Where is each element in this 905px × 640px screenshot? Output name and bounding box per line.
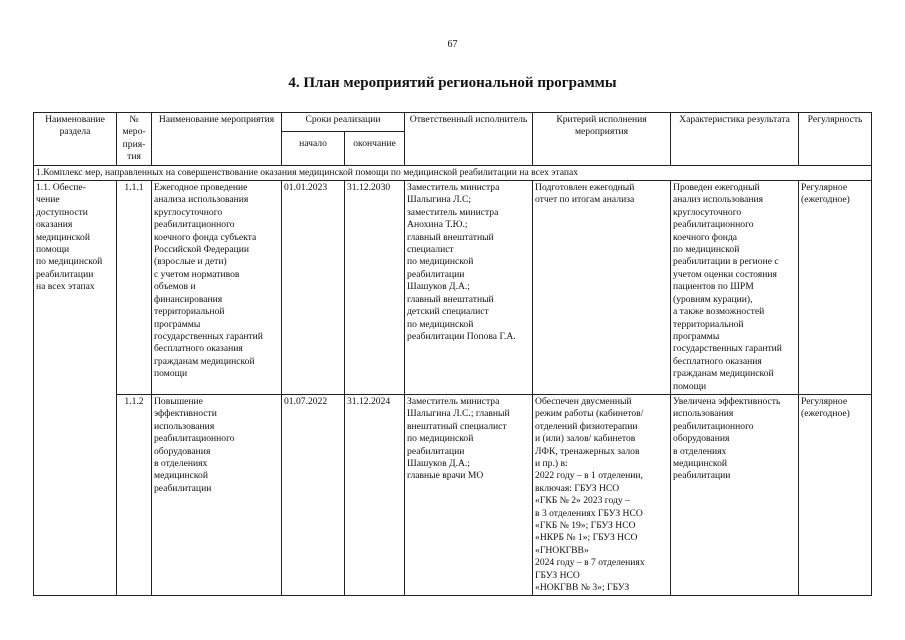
text-line: оказания	[36, 219, 73, 231]
text-line: оборудования	[154, 445, 211, 457]
text-line: внештатный специалист	[407, 420, 507, 432]
text-line: и пр.) в:	[535, 457, 568, 469]
text-line: анализ использования	[673, 194, 764, 206]
text-line: 1.1. Обеспе-	[36, 182, 86, 194]
cell-result	[671, 394, 799, 596]
cell-criterion	[533, 181, 671, 395]
text-line: «НКРБ № 1»; ГБУЗ НСО	[535, 532, 638, 544]
header-regularity: Регулярность	[799, 113, 872, 166]
text-line: Повышение	[154, 395, 203, 407]
cell-number: 1.1.2	[117, 394, 152, 596]
cell-section	[34, 181, 117, 596]
text-line: Регулярное	[801, 182, 848, 194]
text-line: программы	[673, 330, 720, 342]
text-line: Заместитель министра	[407, 182, 500, 194]
text-line: реабилитации	[673, 470, 731, 482]
cell-number: 1.1.1	[117, 181, 152, 395]
text-line: Шашуков Д.А.;	[407, 457, 470, 469]
text-line: круглосуточного	[673, 206, 742, 218]
text-line: а также возможностей	[673, 306, 765, 318]
text-line: реабилитации	[407, 268, 465, 280]
section-heading-row	[34, 165, 872, 180]
cell-end: 31.12.2030	[345, 181, 405, 395]
text-line: использования	[673, 408, 734, 420]
text-line: по медицинской	[36, 256, 103, 268]
text-line: 2022 году – в 1 отделении,	[535, 470, 643, 482]
text-line: Шалыгина Л.С.; главный	[407, 408, 510, 420]
header-section-name: Наименование раздела	[34, 113, 117, 166]
text-line: режим работы (кабинетов/	[535, 408, 644, 420]
text-line: ЛФК, тренажерных залов	[535, 445, 640, 457]
text-line: медицинской	[673, 457, 727, 469]
cell-end: 31.12.2024	[345, 394, 405, 596]
text-line: (ежегодное)	[801, 408, 850, 420]
text-line: коечного фонда субъекта	[154, 231, 257, 243]
text-line: объемов и	[154, 281, 196, 293]
text-line: анализа использования	[154, 194, 249, 206]
cell-regularity	[799, 181, 872, 395]
table-header-row	[34, 113, 872, 132]
text-line: доступности	[36, 206, 88, 218]
text-line: тия	[127, 151, 141, 163]
text-line: оборудования	[673, 433, 730, 445]
text-line: по медицинской	[407, 318, 474, 330]
text-line: реабилитации Попова Г.А.	[407, 330, 516, 342]
document-title: 4. План мероприятий региональной программы	[288, 75, 617, 91]
cell-measure-name	[152, 394, 282, 596]
text-line: включая: ГБУЗ НСО	[535, 482, 620, 494]
text-line: Проведен ежегодный	[673, 182, 760, 194]
header-result: Характеристика результата	[671, 113, 799, 166]
text-line: «ГНОКГВВ»	[535, 544, 589, 556]
text-line: № меро-	[122, 114, 146, 138]
cell-start: 01.07.2022	[282, 394, 345, 596]
text-line: отделений физиотерапии	[535, 420, 638, 432]
text-line: по медицинской	[673, 244, 740, 256]
text-line: территориальной	[673, 318, 744, 330]
text-line: детский специалист	[407, 306, 489, 318]
text-line: Ежегодное проведение	[154, 182, 248, 194]
text-line: Подготовлен ежегодный	[535, 182, 635, 194]
text-line: реабилитации	[154, 482, 212, 494]
text-line: главные врачи МО	[407, 470, 484, 482]
text-line: «ГКБ № 2» 2023 году –	[535, 495, 630, 507]
text-line: использования	[154, 420, 215, 432]
text-line: (уровням курации),	[673, 293, 753, 305]
table-row	[34, 394, 872, 596]
text-line: Анохина Т.Ю.;	[407, 219, 468, 231]
text-line: 2024 году – в 7 отделениях	[535, 557, 645, 569]
text-line: «ГКБ № 19»; ГБУЗ НСО	[535, 520, 636, 531]
text-line: государственных гарантий	[673, 343, 782, 355]
header-start: начало	[282, 131, 345, 165]
text-line: медицинской	[36, 231, 90, 243]
text-line: по медицинской	[407, 433, 474, 445]
cell-start: 01.01.2023	[282, 181, 345, 395]
text-line: «НОКГВВ № 3»; ГБУЗ	[535, 582, 630, 594]
text-line: финансирования	[154, 293, 223, 305]
text-line: отчет по итогам анализа	[535, 194, 635, 206]
text-line: помощи	[154, 368, 188, 380]
header-end: окончание	[345, 131, 405, 165]
header-measure-name: Наименование мероприятия	[152, 113, 282, 166]
cell-result	[671, 181, 799, 395]
text-line: Увеличена эффективность	[673, 395, 781, 407]
text-line: (ежегодное)	[801, 194, 850, 206]
text-line: в отделениях	[673, 445, 727, 457]
text-line: чение	[36, 194, 60, 206]
cell-measure-name	[152, 181, 282, 395]
text-line: заместитель министра	[407, 206, 499, 218]
text-line: Заместитель министра	[407, 395, 500, 407]
plan-table	[33, 112, 872, 596]
text-line: гражданам медицинской	[154, 355, 255, 367]
text-line: эффективности	[154, 408, 217, 420]
text-line: программы	[154, 318, 201, 330]
header-number	[117, 113, 152, 166]
text-line: в отделениях	[154, 457, 208, 469]
text-line: Российской Федерации	[154, 244, 249, 256]
text-line: круглосуточного	[154, 206, 223, 218]
text-line: коечного фонда	[673, 231, 738, 243]
cell-criterion	[533, 394, 671, 596]
text-line: территориальной	[154, 306, 225, 318]
text-line: на всех этапах	[36, 281, 95, 293]
text-line: реабилитационного	[673, 219, 754, 231]
text-line: ГБУЗ НСО	[535, 569, 580, 581]
table-row	[34, 181, 872, 395]
text-line: реабилитации в регионе с	[673, 256, 779, 268]
text-line: (взрослые и дети)	[154, 256, 227, 268]
text-line: по медицинской	[407, 256, 474, 268]
text-line: реабилитации	[36, 268, 94, 280]
text-line: Шалыгина Л.С;	[407, 194, 472, 206]
text-line: пациентов по ШРМ	[673, 281, 754, 293]
text-line: помощи	[673, 380, 707, 392]
text-line: учетом оценки состояния	[673, 268, 777, 280]
text-line: реабилитационного	[673, 420, 754, 432]
text-line: медицинской	[154, 470, 208, 482]
page-number: 67	[447, 39, 458, 50]
text-line: Обеспечен двусменный	[535, 395, 632, 407]
text-line: гражданам медицинской	[673, 368, 774, 380]
cell-responsible	[405, 394, 533, 596]
text-line: реабилитационного	[154, 433, 235, 445]
section-heading: 1.Комплекс мер, направленных на совершенствование оказания медицинской помощи по медицинской реабилитации на всех этапах	[34, 165, 872, 180]
text-line: реабилитации	[407, 445, 465, 457]
text-line: бесплатного оказания	[154, 343, 243, 355]
header-responsible: Ответственный исполнитель	[405, 113, 533, 166]
header-deadlines: Сроки реализации	[282, 113, 405, 132]
cell-regularity	[799, 394, 872, 596]
header-criterion: Критерий исполнения мероприятия	[533, 113, 671, 166]
text-line: прия-	[122, 138, 146, 150]
text-line: главный внештатный	[407, 231, 494, 243]
text-line: Шашуков Д.А.;	[407, 281, 470, 293]
cell-responsible	[405, 181, 533, 395]
text-line: и (или) залов/ кабинетов	[535, 433, 636, 445]
text-line: реабилитационного	[154, 219, 235, 231]
text-line: помощи	[36, 244, 70, 256]
text-line: специалист	[407, 244, 454, 256]
text-line: государственных гарантий	[154, 330, 263, 342]
text-line: в 3 отделениях ГБУЗ НСО	[535, 507, 643, 519]
text-line: бесплатного оказания	[673, 355, 762, 367]
text-line: с учетом нормативов	[154, 268, 240, 280]
text-line: главный внештатный	[407, 293, 494, 305]
text-line: Регулярное	[801, 395, 848, 407]
